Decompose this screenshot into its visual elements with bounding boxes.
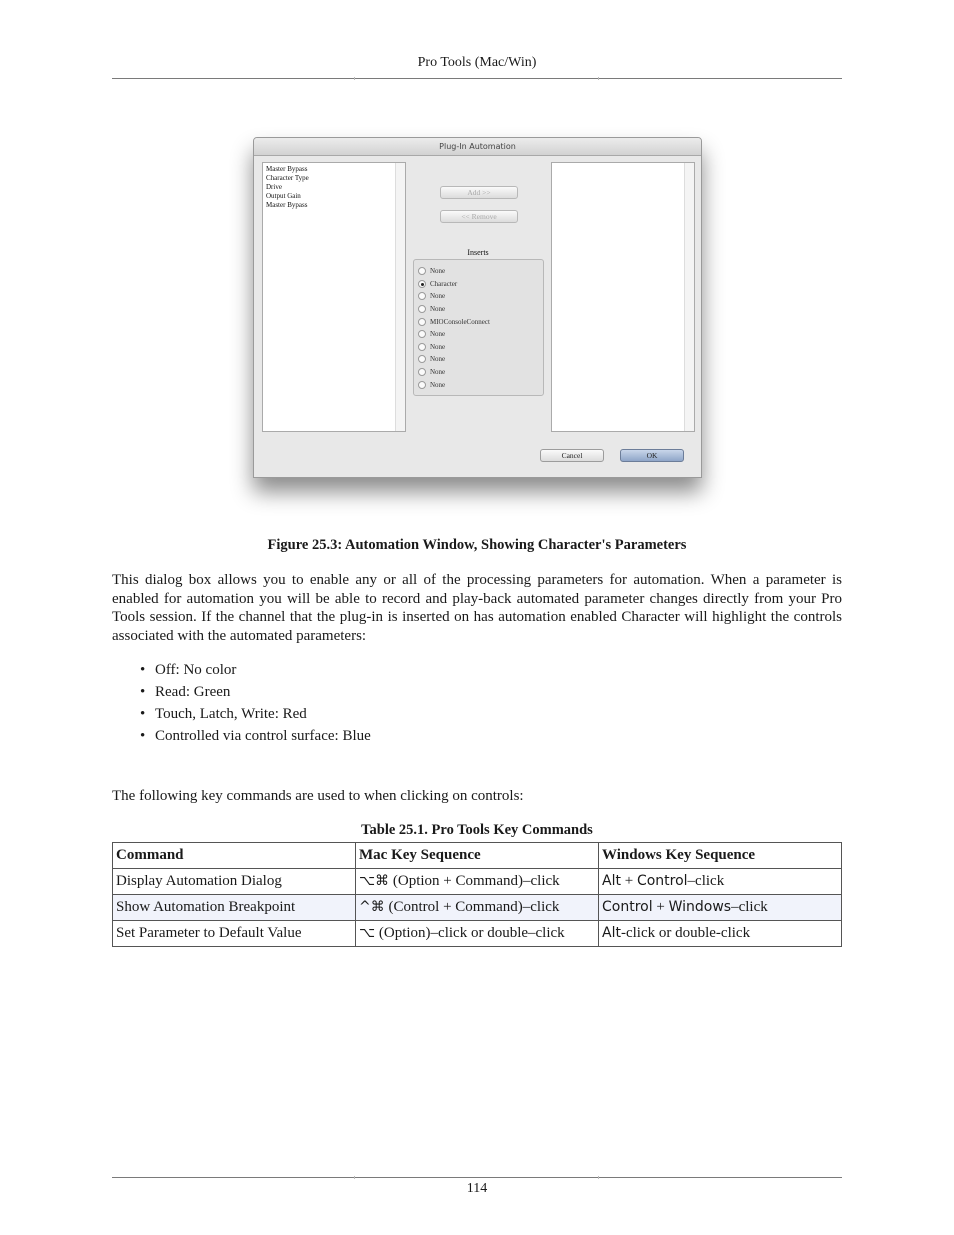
- radio-icon: [418, 343, 426, 351]
- list-item[interactable]: Output Gain: [266, 192, 301, 200]
- table-cell: Display Automation Dialog: [113, 869, 356, 895]
- radio-icon: [418, 355, 426, 363]
- parameter-items: [266, 165, 309, 210]
- list-scrollbar[interactable]: [395, 163, 405, 431]
- list-scrollbar[interactable]: [684, 163, 694, 431]
- table-caption: Table 25.1. Pro Tools Key Commands: [361, 822, 593, 838]
- insert-radio[interactable]: None: [418, 341, 445, 353]
- key-commands-table: [112, 842, 842, 947]
- list-item: • Controlled via control surface: Blue: [140, 728, 371, 744]
- radio-icon: [418, 305, 426, 313]
- radio-selected-icon: [418, 280, 426, 288]
- list-item[interactable]: Character Type: [266, 174, 309, 182]
- table-cell: Alt-click or double-click: [599, 921, 842, 947]
- cancel-button[interactable]: Cancel: [540, 449, 604, 462]
- radio-icon: [418, 381, 426, 389]
- header-rule: [112, 78, 842, 79]
- table-cell: ⌥⌘ (Option + Command)–click: [356, 869, 599, 895]
- ok-button[interactable]: OK: [620, 449, 684, 462]
- table-cell: Control + Windows–click: [599, 895, 842, 921]
- table-row: [113, 895, 842, 921]
- list-item[interactable]: Drive: [266, 183, 282, 191]
- radio-icon: [418, 292, 426, 300]
- dialog-title: Plug-In Automation: [254, 138, 701, 156]
- bullet-icon: •: [140, 728, 146, 744]
- color-bullet-list: [140, 661, 371, 749]
- automated-list[interactable]: [551, 162, 695, 432]
- insert-radio[interactable]: Character: [418, 278, 457, 290]
- insert-radio[interactable]: None: [418, 303, 445, 315]
- inserts-label: Inserts: [467, 248, 489, 257]
- remove-button[interactable]: << Remove: [440, 210, 518, 223]
- table-header-row: [113, 843, 842, 869]
- table-cell: Show Automation Breakpoint: [113, 895, 356, 921]
- insert-radio[interactable]: None: [418, 366, 445, 378]
- page-header: Pro Tools (Mac/Win): [417, 55, 537, 70]
- insert-radio[interactable]: MIOConsoleConnect: [418, 316, 490, 328]
- page-number: 114: [466, 1181, 488, 1196]
- table-row: [113, 921, 842, 947]
- insert-radio[interactable]: None: [418, 290, 445, 302]
- body-paragraph: This dialog box allows you to enable any or all of the processing parameters for automation. When a parameter is enabled for automation you will be able to record and play-back automated parameter changes directly from your Pro Tools session. If the channel that the plug-in is inserted on has automation enabled Character will highlight the controls associated with the automated parameters:: [112, 572, 842, 644]
- figure-caption: Figure 25.3: Automation Window, Showing Character's Parameters: [267, 537, 687, 553]
- column-header: Mac Key Sequence: [356, 843, 599, 869]
- body-paragraph: The following key commands are used to when clicking on controls:: [112, 788, 524, 804]
- column-header: Windows Key Sequence: [599, 843, 842, 869]
- radio-icon: [418, 267, 426, 275]
- add-button[interactable]: Add >>: [440, 186, 518, 199]
- table-cell: ⌥ (Option)–click or double–click: [356, 921, 599, 947]
- radio-icon: [418, 368, 426, 376]
- table-row: [113, 869, 842, 895]
- bullet-icon: •: [140, 662, 146, 678]
- insert-radio[interactable]: None: [418, 353, 445, 365]
- insert-radio[interactable]: None: [418, 265, 445, 277]
- footer-rule: [112, 1177, 842, 1178]
- inserts-group: [413, 259, 544, 396]
- list-item: • Off: No color: [140, 662, 237, 678]
- table-cell: Set Parameter to Default Value: [113, 921, 356, 947]
- insert-radio[interactable]: None: [418, 328, 445, 340]
- parameter-list[interactable]: [262, 162, 406, 432]
- list-item[interactable]: Master Bypass: [266, 201, 308, 209]
- list-item: • Touch, Latch, Write: Red: [140, 706, 307, 722]
- bullet-icon: •: [140, 706, 146, 722]
- list-item[interactable]: Master Bypass: [266, 165, 308, 173]
- table-cell: ^⌘ (Control + Command)–click: [356, 895, 599, 921]
- radio-icon: [418, 330, 426, 338]
- radio-icon: [418, 318, 426, 326]
- bullet-icon: •: [140, 684, 146, 700]
- list-item: • Read: Green: [140, 684, 231, 700]
- table-cell: Alt + Control–click: [599, 869, 842, 895]
- insert-radio[interactable]: None: [418, 379, 445, 391]
- column-header: Command: [113, 843, 356, 869]
